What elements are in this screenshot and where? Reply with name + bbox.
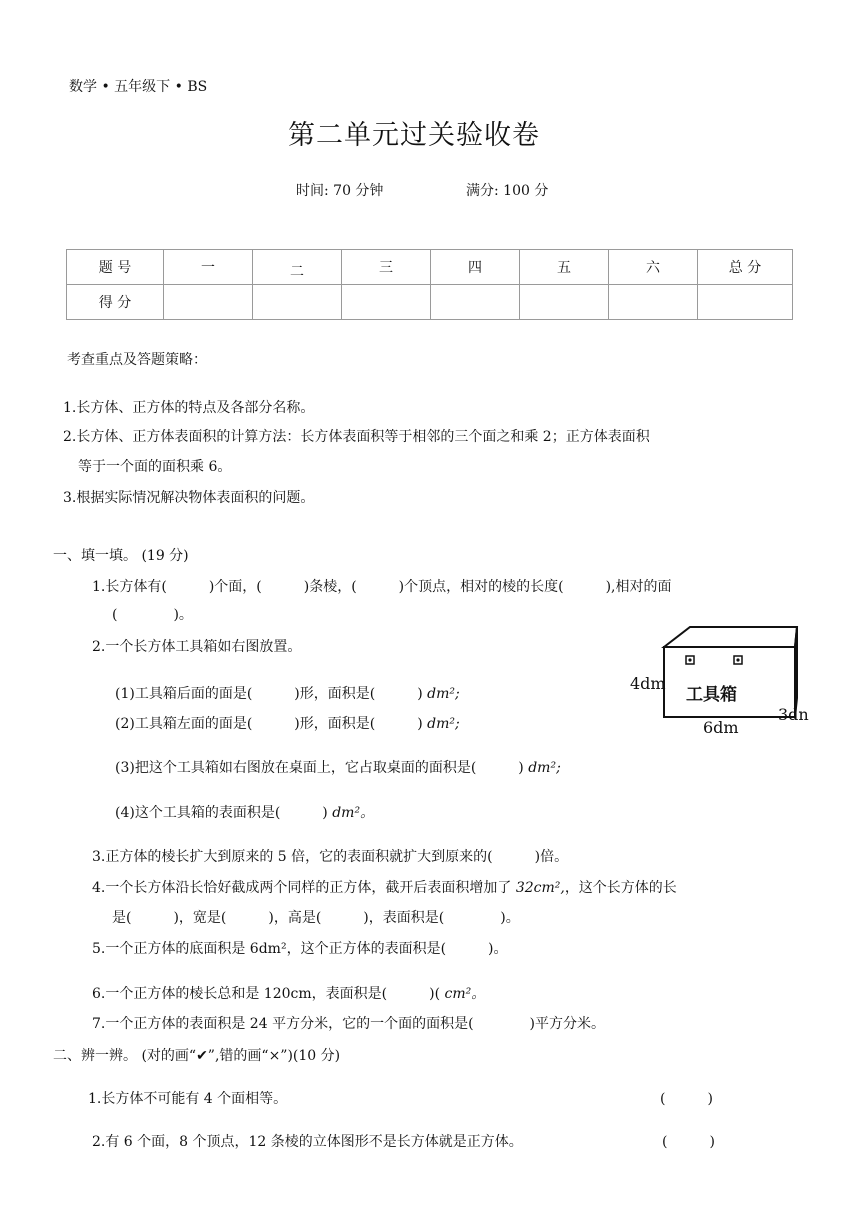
strategy-item: 1.长方体、正方体的特点及各部分名称。	[63, 400, 315, 416]
question-1-2-1-text: (1)工具箱后面的面是( )形，面积是( )	[115, 686, 423, 702]
question-1-4-cont: 是( )，宽是( )，高是( )，表面积是( )。	[112, 910, 520, 926]
question-1-7: 7.一个正方体的表面积是 24 平方分米，它的一个面的面积是( )平方分米。	[92, 1016, 605, 1032]
score-table-header-row	[67, 250, 793, 285]
question-1-6	[92, 983, 485, 1003]
question-1-4-area: 32cm²,	[515, 880, 565, 896]
latch-dot	[688, 658, 691, 661]
dim-length: 6dm	[703, 718, 739, 737]
section-1-heading: 一、填一填。 (19 分)	[53, 548, 189, 564]
score-header-cell: 五	[520, 250, 609, 285]
score-table-score-row	[67, 285, 793, 320]
toolbox-label: 工具箱	[686, 685, 737, 705]
section-2-heading: 二、辨一辨。 (对的画“✔”,错的画“×”)(10 分)	[53, 1048, 341, 1064]
question-1-2: 2.一个长方体工具箱如右图放置。	[92, 639, 302, 655]
subject-tag: 数学 • 五年级下 • BS	[69, 79, 208, 95]
question-1-2-1	[115, 683, 460, 703]
question-1-2-3	[115, 757, 561, 777]
score-header-cell: 六	[609, 250, 698, 285]
unit-dm2: dm²;	[427, 686, 460, 702]
unit-dm2-end: dm²。	[332, 805, 375, 821]
score-cell[interactable]	[342, 285, 431, 320]
score-header-cell: 三	[342, 250, 431, 285]
question-1-2-2	[115, 713, 460, 733]
toolbox-front-face	[664, 647, 795, 717]
latch-dot	[736, 658, 739, 661]
toolbox-top-face	[664, 627, 797, 647]
score-header-cell: 四	[431, 250, 520, 285]
score-header-cell: 一	[164, 250, 253, 285]
score-header-cell: 总 分	[698, 250, 793, 285]
question-1-2-2-text: (2)工具箱左面的面是( )形，面积是( )	[115, 716, 423, 732]
question-1-2-3-text: (3)把这个工具箱如右图放在桌面上，它占取桌面的面积是( )	[115, 760, 524, 776]
toolbox-figure	[625, 620, 820, 740]
question-1-1: 1.长方体有( )个面，( )条棱，( )个顶点，相对的棱的长度( ),相对的面	[92, 579, 672, 595]
strategy-heading: 考查重点及答题策略：	[67, 352, 207, 368]
answer-paren[interactable]: ( )	[660, 1091, 713, 1107]
score-row-label: 得 分	[67, 285, 164, 320]
score-cell[interactable]	[520, 285, 609, 320]
score-cell[interactable]	[253, 285, 342, 320]
strategy-item: 2.长方体、正方体表面积的计算方法：长方体表面积等于相邻的三个面之和乘 2；正方体表面积	[63, 429, 650, 445]
page-title: 第二单元过关验收卷	[288, 120, 540, 151]
dim-width: 3dn	[778, 705, 809, 724]
question-1-1-cont: ( )。	[112, 607, 193, 623]
score-cell[interactable]	[431, 285, 520, 320]
question-2-1: 1.长方体不可能有 4 个面相等。	[88, 1091, 288, 1107]
question-1-6-unit: cm²。	[444, 986, 486, 1002]
question-1-4-text-b: ，这个长方体的长	[564, 880, 677, 896]
question-1-3: 3.正方体的棱长扩大到原来的 5 倍，它的表面积就扩大到原来的( )倍。	[92, 849, 569, 865]
score-header-cell: 题 号	[67, 250, 164, 285]
score-header-cell: 二	[253, 250, 342, 285]
question-1-5: 5.一个正方体的底面积是 6dm²，这个正方体的表面积是( )。	[92, 941, 508, 957]
score-cell[interactable]	[698, 285, 793, 320]
unit-dm2: dm²;	[427, 716, 460, 732]
score-cell[interactable]	[609, 285, 698, 320]
unit-dm2: dm²;	[528, 760, 561, 776]
strategy-item: 3.根据实际情况解决物体表面积的问题。	[63, 490, 315, 506]
score-table	[66, 249, 793, 320]
question-1-4-text-a: 4.一个长方体沿长恰好截成两个同样的正方体，截开后表面积增加了	[92, 880, 512, 896]
question-1-4	[92, 877, 677, 897]
exam-time: 时间: 70 分钟	[296, 183, 384, 199]
question-1-6-text: 6.一个正方体的棱长总和是 120cm，表面积是( )(	[92, 986, 441, 1002]
answer-paren[interactable]: ( )	[662, 1134, 715, 1150]
exam-full-score: 满分: 100 分	[466, 183, 549, 199]
toolbox-right-face	[795, 627, 797, 717]
dim-height: 4dm	[630, 674, 666, 693]
question-1-2-4	[115, 802, 374, 822]
score-cell[interactable]	[164, 285, 253, 320]
question-1-2-4-text: (4)这个工具箱的表面积是( )	[115, 805, 328, 821]
question-2-2: 2.有 6 个面，8 个顶点，12 条棱的立体图形不是长方体就是正方体。	[92, 1134, 523, 1150]
strategy-item: 等于一个面的面积乘 6。	[78, 459, 232, 475]
